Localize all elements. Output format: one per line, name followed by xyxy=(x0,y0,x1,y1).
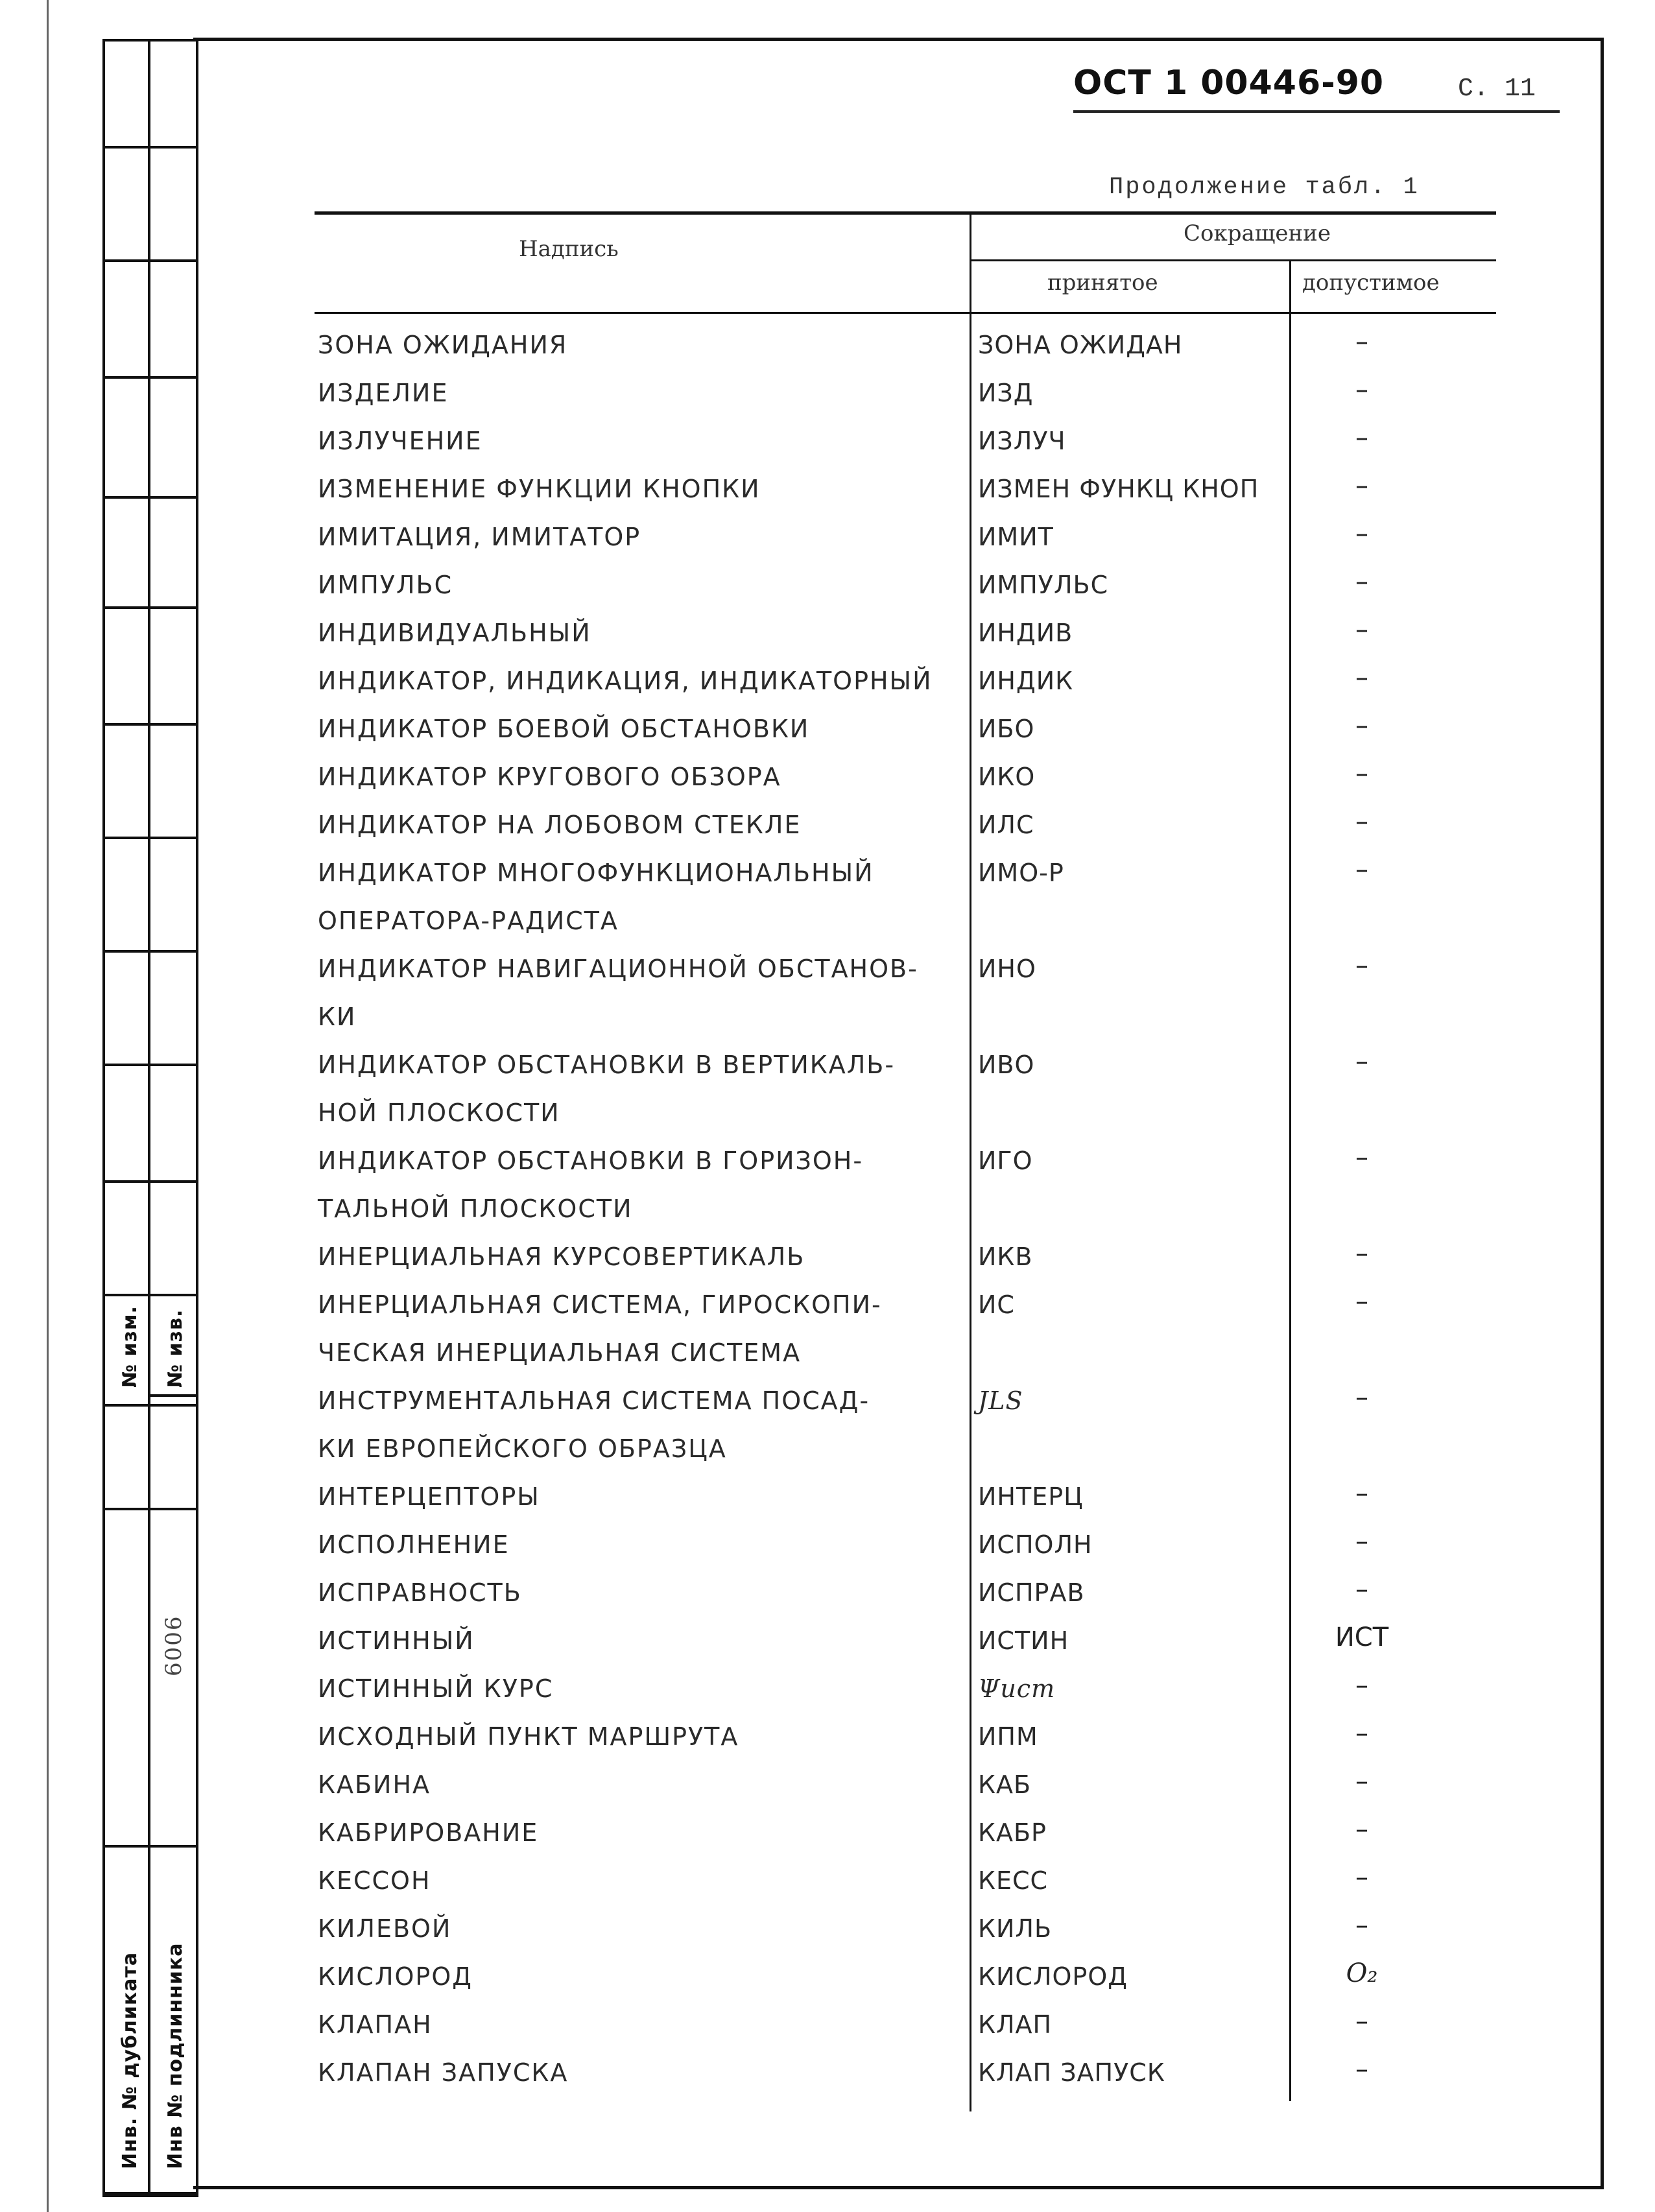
row-allowed-abbr: – xyxy=(1355,1383,1368,1412)
row-allowed-abbr: – xyxy=(1355,951,1368,981)
strip-rule xyxy=(149,1394,196,1397)
row-name: ИНДИКАТОР НАВИГАЦИОННОЙ ОБСТАНОВ- xyxy=(318,955,918,983)
row-allowed-abbr: – xyxy=(1355,1575,1368,1604)
row-accepted-abbr: ЗОНА ОЖИДАН xyxy=(978,331,1183,359)
row-name: ИНТЕРЦЕПТОРЫ xyxy=(318,1482,540,1511)
row-name: ИНДИВИДУАЛЬНЫЙ xyxy=(318,619,591,647)
row-name: КИЛЕВОЙ xyxy=(318,1914,452,1943)
strip-rule xyxy=(102,1064,196,1066)
row-allowed-abbr: O₂ xyxy=(1346,1958,1378,1988)
row-allowed-abbr: – xyxy=(1355,1527,1368,1556)
page-number: С. 11 xyxy=(1458,75,1536,104)
row-allowed-abbr: – xyxy=(1355,1910,1368,1940)
row-accepted-abbr: КИЛЬ xyxy=(978,1914,1053,1943)
row-name: ИЗЛУЧЕНИЕ xyxy=(318,427,482,455)
header-col-abbr-group: Сокращение xyxy=(1184,220,1331,246)
row-name: ТАЛЬНОЙ ПЛОСКОСТИ xyxy=(318,1195,633,1223)
row-allowed-abbr: – xyxy=(1355,1047,1368,1076)
row-accepted-abbr: ИЗМЕН ФУНКЦ КНОП xyxy=(978,475,1259,503)
row-allowed-abbr: – xyxy=(1355,663,1368,693)
row-accepted-abbr: ИСТИН xyxy=(978,1626,1069,1655)
strip-label-dup: Инв. № дубликата xyxy=(119,1951,141,2169)
strip-rule xyxy=(102,1404,196,1407)
table-col-divider-2 xyxy=(1289,259,1291,2101)
header-col-accepted: принятое xyxy=(1047,270,1158,296)
row-allowed-abbr: – xyxy=(1355,519,1368,549)
row-accepted-abbr: ИКВ xyxy=(978,1243,1033,1271)
binding-strip xyxy=(102,39,198,2197)
table-header-rule xyxy=(315,312,1496,314)
row-allowed-abbr: – xyxy=(1355,1143,1368,1172)
row-accepted-abbr: ИМПУЛЬС xyxy=(978,571,1109,599)
row-name: КЕССОН xyxy=(318,1866,431,1895)
row-name: ИНДИКАТОР ОБСТАНОВКИ В ВЕРТИКАЛЬ- xyxy=(318,1051,896,1079)
row-allowed-abbr: – xyxy=(1355,1479,1368,1508)
row-accepted-abbr: КАБР xyxy=(978,1818,1047,1847)
row-accepted-abbr: ИМО-Р xyxy=(978,859,1064,887)
row-name: ИСТИННЫЙ xyxy=(318,1626,475,1655)
row-accepted-abbr: ИЗЛУЧ xyxy=(978,427,1066,455)
row-name: ИСПРАВНОСТЬ xyxy=(318,1578,522,1607)
row-name: ЗОНА ОЖИДАНИЯ xyxy=(318,331,568,359)
row-name: ИНДИКАТОР КРУГОВОГО ОБЗОРА xyxy=(318,763,781,791)
row-allowed-abbr: – xyxy=(1355,1718,1368,1748)
binding-strip-divider xyxy=(148,39,150,2192)
row-accepted-abbr: ИНТЕРЦ xyxy=(978,1482,1084,1511)
row-allowed-abbr: – xyxy=(1355,327,1368,357)
row-accepted-abbr: КАБ xyxy=(978,1770,1032,1799)
row-accepted-abbr: ИНДИВ xyxy=(978,619,1073,647)
row-name: ОПЕРАТОРА-РАДИСТА xyxy=(318,907,619,935)
row-accepted-abbr: ИС xyxy=(978,1290,1015,1319)
document-code: ОСТ 1 00446-90 xyxy=(1073,64,1385,102)
row-allowed-abbr: – xyxy=(1355,615,1368,645)
strip-rule xyxy=(102,1845,196,1848)
row-accepted-abbr: ИЛС xyxy=(978,811,1034,839)
row-name: НОЙ ПЛОСКОСТИ xyxy=(318,1099,560,1127)
row-allowed-abbr: – xyxy=(1355,1862,1368,1892)
row-allowed-abbr: – xyxy=(1355,759,1368,789)
strip-orig-number: 6006 xyxy=(161,1615,187,1676)
row-allowed-abbr: – xyxy=(1355,711,1368,741)
strip-rule xyxy=(102,376,196,379)
strip-rule xyxy=(102,39,196,42)
row-accepted-abbr: КИСЛОРОД xyxy=(978,1962,1128,1991)
row-allowed-abbr: – xyxy=(1355,423,1368,453)
strip-rule xyxy=(102,496,196,499)
row-allowed-abbr: – xyxy=(1355,855,1368,885)
row-name: ИЗДЕЛИЕ xyxy=(318,379,449,407)
strip-label-orig: Инв № подлинника xyxy=(164,1942,187,2169)
row-name: ИНДИКАТОР ОБСТАНОВКИ В ГОРИЗОН- xyxy=(318,1147,864,1175)
row-name: ИНДИКАТОР МНОГОФУНКЦИОНАЛЬНЫЙ xyxy=(318,859,874,887)
row-name: ИЗМЕНЕНИЕ ФУНКЦИИ КНОПКИ xyxy=(318,475,761,503)
row-name: ИМПУЛЬС xyxy=(318,571,453,599)
row-name: ЧЕСКАЯ ИНЕРЦИАЛЬНАЯ СИСТЕМА xyxy=(318,1338,802,1367)
row-accepted-abbr: ИНДИК xyxy=(978,667,1074,695)
row-name: ИСХОДНЫЙ ПУНКТ МАРШРУТА xyxy=(318,1722,739,1751)
row-allowed-abbr: – xyxy=(1355,567,1368,597)
row-name: КЛАПАН xyxy=(318,2010,433,2039)
row-accepted-abbr: ИСПРАВ xyxy=(978,1578,1085,1607)
table-abbr-subrule xyxy=(970,259,1496,261)
row-accepted-abbr: КЛАП xyxy=(978,2010,1053,2039)
strip-label-izm: № изм. xyxy=(119,1305,141,1388)
header-col-name: Надпись xyxy=(519,236,619,262)
strip-rule xyxy=(102,146,196,149)
row-accepted-abbr: КЕСС xyxy=(978,1866,1049,1895)
strip-rule xyxy=(102,1508,196,1510)
row-name: ИНЕРЦИАЛЬНАЯ КУРСОВЕРТИКАЛЬ xyxy=(318,1243,805,1271)
row-allowed-abbr: – xyxy=(1355,2006,1368,2036)
row-accepted-abbr: ИСПОЛН xyxy=(978,1530,1093,1559)
row-allowed-abbr: – xyxy=(1355,807,1368,837)
row-name: ИНСТРУМЕНТАЛЬНАЯ СИСТЕМА ПОСАД- xyxy=(318,1386,870,1415)
row-accepted-abbr: ИЗД xyxy=(978,379,1034,407)
row-name: ИНЕРЦИАЛЬНАЯ СИСТЕМА, ГИРОСКОПИ- xyxy=(318,1290,882,1319)
strip-rule xyxy=(102,950,196,953)
table-top-rule xyxy=(315,211,1496,215)
row-accepted-abbr: КЛАП ЗАПУСК xyxy=(978,2058,1165,2087)
row-accepted-abbr: ИКО xyxy=(978,763,1036,791)
row-accepted-abbr: ИБО xyxy=(978,715,1035,743)
row-allowed-abbr: – xyxy=(1355,471,1368,501)
document-code-underline xyxy=(1073,110,1560,113)
row-allowed-abbr: – xyxy=(1355,1239,1368,1268)
row-name: КИСЛОРОД xyxy=(318,1962,473,1991)
table-continuation-label: Продолжение табл. 1 xyxy=(1109,174,1420,201)
row-name: КЛАПАН ЗАПУСКА xyxy=(318,2058,569,2087)
row-allowed-abbr: – xyxy=(1355,2054,1368,2084)
table-col-divider-1 xyxy=(970,211,971,2111)
row-accepted-abbr: ИМИТ xyxy=(978,523,1054,551)
row-accepted-abbr: JLS xyxy=(978,1386,1023,1415)
row-allowed-abbr: – xyxy=(1355,375,1368,405)
row-name: КИ ЕВРОПЕЙСКОГО ОБРАЗЦА xyxy=(318,1434,727,1463)
page-edge-line xyxy=(47,0,49,2212)
row-name: ИНДИКАТОР НА ЛОБОВОМ СТЕКЛЕ xyxy=(318,811,802,839)
row-name: ИМИТАЦИЯ, ИМИТАТОР xyxy=(318,523,641,551)
row-accepted-abbr: ИПМ xyxy=(978,1722,1038,1751)
row-name: ИСПОЛНЕНИЕ xyxy=(318,1530,510,1559)
row-allowed-abbr: ИСТ xyxy=(1335,1623,1389,1652)
row-name: КИ xyxy=(318,1003,357,1031)
row-accepted-abbr: ИГО xyxy=(978,1147,1033,1175)
row-name: ИНДИКАТОР, ИНДИКАЦИЯ, ИНДИКАТОРНЫЙ xyxy=(318,667,933,695)
row-name: КАБРИРОВАНИЕ xyxy=(318,1818,539,1847)
strip-rule xyxy=(102,1294,196,1296)
row-accepted-abbr: ИНО xyxy=(978,955,1036,983)
row-name: ИСТИННЫЙ КУРС xyxy=(318,1674,554,1703)
strip-rule xyxy=(102,723,196,726)
strip-rule xyxy=(102,2192,196,2194)
row-allowed-abbr: – xyxy=(1355,1766,1368,1796)
row-allowed-abbr: – xyxy=(1355,1287,1368,1316)
row-allowed-abbr: – xyxy=(1355,1671,1368,1700)
row-name: КАБИНА xyxy=(318,1770,431,1799)
strip-rule xyxy=(102,1180,196,1183)
strip-label-izv: № изв. xyxy=(164,1309,187,1388)
row-name: ИНДИКАТОР БОЕВОЙ ОБСТАНОВКИ xyxy=(318,715,810,743)
strip-rule xyxy=(102,259,196,262)
row-allowed-abbr: – xyxy=(1355,1814,1368,1844)
row-accepted-abbr: Ψист xyxy=(978,1674,1056,1703)
row-accepted-abbr: ИВО xyxy=(978,1051,1035,1079)
strip-rule xyxy=(102,837,196,839)
header-col-allowed: допустимое xyxy=(1302,270,1440,296)
strip-rule xyxy=(102,606,196,609)
